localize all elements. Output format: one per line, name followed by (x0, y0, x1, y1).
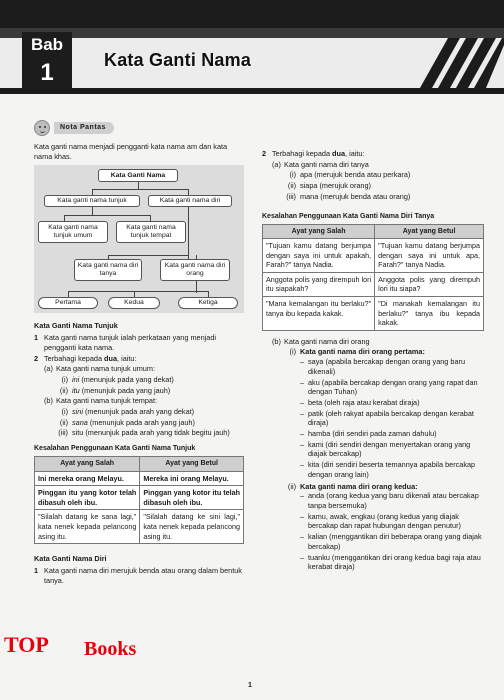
tunjuk-sub-b-iii (34, 428, 244, 438)
list-item: – kita (diri sendiri beserta temannya apabila bercakap dengan orang lain) (300, 460, 484, 479)
example-word: itu (72, 385, 80, 395)
right-column (262, 149, 484, 574)
table-row (35, 510, 244, 544)
point-number: 2 (262, 149, 267, 158)
sub-heading: Kata ganti nama diri orang kedua: (300, 481, 418, 491)
point-emphasis: dua (332, 149, 346, 158)
list-item: – anda (orang kedua yang baru dikenali atau bercakap tanpa bersemuka) (300, 491, 484, 510)
chapter-number: 1 (40, 58, 54, 86)
point-emphasis: dua (104, 353, 118, 363)
sub-label: (i) (61, 407, 68, 417)
column-header-wrong: Ayat yang Salah (35, 457, 140, 471)
point-text: Terbahagi kepada (272, 149, 333, 158)
sub-text: Kata ganti nama tunjuk tempat: (56, 396, 158, 406)
column-header-right: Ayat yang Betul (140, 457, 244, 471)
watermark-books: Books (84, 638, 137, 660)
tunjuk-sub-a (34, 364, 244, 374)
cell-wrong: "Silalah datang ke sana lagi," kata nenek kepada pelancong asing itu. (35, 510, 140, 544)
cell-right: "Tujuan kamu datang berjumpa dengan saya ini untuk apa, Farah?" tanya Nadia. (375, 239, 484, 273)
sub-label: (a) (272, 159, 281, 169)
nota-label: Nota Pantas (54, 122, 114, 133)
nota-pantas-heading (34, 120, 244, 136)
chapter-badge-label: Bab (30, 35, 64, 54)
chapter-header (0, 0, 504, 96)
list-item: – kalian (menggantikan diri beberapa orang yang diajak bercakap) (300, 532, 484, 551)
example-word: sini (72, 407, 83, 417)
sub-text: apa (merujuk benda atau perkara) (300, 170, 411, 180)
example-word: sana (72, 417, 88, 427)
diri-orang-pertama (262, 347, 484, 480)
list-item: – kamu, awak, engkau (orang kedua yang diajak bercakap dan rapat hubungan dengan penutur) (300, 512, 484, 531)
table-row (263, 272, 484, 296)
diagram-node-diri-orang: Kata ganti nama diri orang (160, 259, 230, 281)
list-item-text: saya (apabila bercakap dengan orang yang baru dikenali) (308, 357, 465, 376)
diri-point-1 (34, 566, 244, 585)
left-column (34, 120, 244, 586)
sub-heading: Kata ganti nama diri orang pertama: (300, 347, 425, 357)
list-item-text: patik (oleh rakyat apabila bercakap dengan kerabat diraja) (308, 408, 474, 428)
list-item: – hamba (diri sendiri pada zaman dahulu) (300, 429, 437, 439)
tunjuk-sub-b (34, 396, 244, 406)
list-item-text: beta (oleh raja atau kerabat diraja) (308, 397, 420, 407)
sub-text: (menunjuk pada arah yang dekat) (82, 407, 195, 417)
tunjuk-error-table (34, 456, 244, 544)
list-item: – kami (diri sendiri dengan menyertakan orang yang diajak bercakap) (300, 440, 484, 459)
diagram-node-tunjuk: Kata ganti nama tunjuk (44, 195, 140, 207)
diri-tanya-error-table (262, 224, 484, 331)
sub-label: (iii) (58, 428, 68, 438)
list-item: – saya (apabila bercakap dengan orang yang baru dikenali) (300, 357, 484, 376)
sub-label: (i) (289, 170, 296, 180)
list-item: – patik (oleh rakyat apabila bercakap dengan kerabat diraja) (300, 409, 484, 428)
diri-sub-a-ii (262, 181, 484, 191)
diagram-node-root: Kata Ganti Nama (98, 169, 178, 182)
column-header-right: Ayat yang Betul (375, 224, 484, 238)
cell-wrong: Ini mereka orang Melayu. (35, 471, 140, 486)
sub-label: (i) (289, 347, 296, 357)
sub-label: (a) (44, 364, 53, 374)
cell-right: Anggota polis yang dirempuh lori itu siapa? (375, 272, 484, 296)
sub-text: Kata ganti nama diri tanya (284, 159, 369, 169)
diagram-node-diri: Kata ganti nama diri (148, 195, 232, 207)
intro-text: Kata ganti nama menjadi pengganti kata nama am dan kata nama khas. (34, 142, 228, 161)
list-item: – tuanku (menggantikan diri orang kedua bagi raja atau kerabat diraja) (300, 553, 484, 572)
diagram-node-pertama: Pertama (38, 297, 98, 309)
list-item-text: kami (diri sendiri dengan menyertakan orang yang diajak bercakap) (308, 439, 471, 459)
sub-text: situ (menunjuk pada arah yang tidak begitu jauh) (72, 428, 230, 438)
sub-label: (ii) (287, 481, 296, 491)
example-word: ini (72, 374, 80, 384)
point-text: Kata ganti nama diri merujuk benda atau orang dalam bentuk tanya. (44, 565, 242, 585)
list-item-text: kamu, awak, engkau (orang kedua yang diajak bercakap dan rapat hubungan dengan penutur) (308, 511, 461, 531)
sub-label: (i) (61, 374, 68, 384)
point-text: , iaitu: (345, 149, 365, 158)
cell-wrong: "Tujuan kamu datang berjumpa dengan saya ini untuk apakah, Farah?" tanya Nadia. (263, 239, 375, 273)
chapter-badge (22, 32, 72, 94)
list-item-text: hamba (diri sendiri pada zaman dahulu) (308, 429, 437, 439)
sub-text: Kata ganti nama tunjuk umum: (56, 364, 155, 374)
point-number: 2 (34, 353, 39, 363)
diri-sub-b (262, 337, 484, 347)
diri-sub-a-iii (262, 192, 484, 202)
sub-text: mana (merujuk benda atau orang) (300, 191, 411, 201)
diri-orang-kedua (262, 482, 484, 573)
list-item: – beta (oleh raja atau kerabat diraja) (300, 397, 420, 407)
cell-right: Pinggan yang kotor itu telah dibasuh oleh ibu. (140, 486, 244, 510)
sub-text: Kata ganti nama diri orang (284, 336, 370, 346)
diri-section-title: Kata Ganti Nama Diri (34, 554, 107, 564)
sub-text: siapa (merujuk orang) (300, 181, 371, 191)
sub-text: (menunjuk pada yang jauh) (79, 385, 171, 395)
sub-label: (ii) (59, 417, 68, 427)
list-item-text: aku (apabila bercakap dengan orang yang rapat dan dengan Tuhan) (308, 377, 478, 397)
list-item: – aku (apabila bercakap dengan orang yang rapat dan dengan Tuhan) (300, 378, 484, 397)
list-item-text: kalian (menggantikan diri beberapa orang yang diajak bercakap) (308, 532, 482, 551)
point-number: 1 (34, 565, 39, 575)
header-banner (0, 0, 504, 96)
tunjuk-point-2 (34, 354, 244, 364)
page-number: 1 (248, 682, 252, 689)
table-row (35, 486, 244, 510)
face-icon (34, 120, 50, 136)
sub-label: (ii) (59, 385, 68, 395)
watermark-top: TOP (4, 632, 49, 657)
column-header-wrong: Ayat yang Salah (263, 224, 375, 238)
sub-text: (menunjuk pada arah yang jauh) (87, 417, 195, 427)
tunjuk-sub-b-i (34, 407, 244, 417)
diagram-node-ketiga: Ketiga (178, 297, 238, 309)
list-item-text: anda (orang kedua yang baru dikenali atau bercakap tanpa bersemuka) (308, 491, 479, 510)
diagram-node-diri-tanya: Kata ganti nama diri tanya (74, 259, 142, 281)
tunjuk-sub-b-ii (34, 418, 244, 428)
list-item-text: tuanku (menggantikan diri orang kedua bagi raja atau kerabat diraja) (308, 552, 481, 572)
topbooks-watermark (4, 630, 204, 690)
table-row (263, 297, 484, 331)
sub-label: (ii) (287, 181, 296, 191)
point-number: 1 (34, 333, 39, 343)
tunjuk-sub-a-i (34, 375, 244, 385)
sub-label: (b) (44, 396, 53, 406)
cell-wrong: Pinggan itu yang kotor telah dibasuh oleh ibu. (35, 486, 140, 510)
cell-right: Mereka ini orang Melayu. (140, 471, 244, 486)
diri-sub-a-i (262, 170, 484, 180)
list-item-text: kita (diri sendiri beserta temannya apabila bercakap dengan orang lain) (308, 460, 476, 479)
cell-right: "Silalah datang ke sini lagi," kata nenek kepada pelancong asing itu. (140, 510, 244, 544)
diagram-node-tunjuk-umum: Kata ganti nama tunjuk umum (38, 221, 108, 243)
sub-label: (b) (272, 336, 281, 346)
diagram-node-tunjuk-tempat: Kata ganti nama tunjuk tempat (116, 221, 186, 243)
sub-label: (iii) (286, 191, 296, 201)
table2-title: Kesalahan Penggunaan Kata Ganti Nama Diri Tanya (262, 212, 435, 220)
point-text: Kata ganti nama tunjuk ialah perkataan yang menjadi pengganti kata nama. (44, 333, 216, 352)
diri-point-2 (262, 149, 484, 159)
cell-wrong: Anggota polis yang dirempuh lori itu siapakah? (263, 272, 375, 296)
diri-sub-a (262, 160, 484, 170)
point-text: , iaitu: (117, 353, 137, 363)
chapter-title: Kata Ganti Nama (104, 50, 252, 70)
table1-title: Kesalahan Penggunaan Kata Ganti Nama Tunjuk (34, 445, 196, 453)
cell-wrong: "Mana kemalangan itu berlaku?" tanya ibu kepada kakak. (263, 297, 375, 331)
diagram-node-kedua: Kedua (108, 297, 160, 309)
kata-ganti-nama-diagram (34, 165, 244, 313)
tunjuk-sub-a-ii (34, 386, 244, 396)
tunjuk-section-title: Kata Ganti Nama Tunjuk (34, 321, 118, 331)
sub-text: (menunjuk pada yang dekat) (79, 374, 174, 384)
point-text: Terbahagi kepada (44, 353, 105, 363)
table-row (263, 239, 484, 273)
cell-right: "Di manakah kemalangan itu berlaku?" tanya ibu kepada kakak. (375, 297, 484, 331)
table-row (35, 471, 244, 486)
tunjuk-point-1 (34, 333, 244, 352)
